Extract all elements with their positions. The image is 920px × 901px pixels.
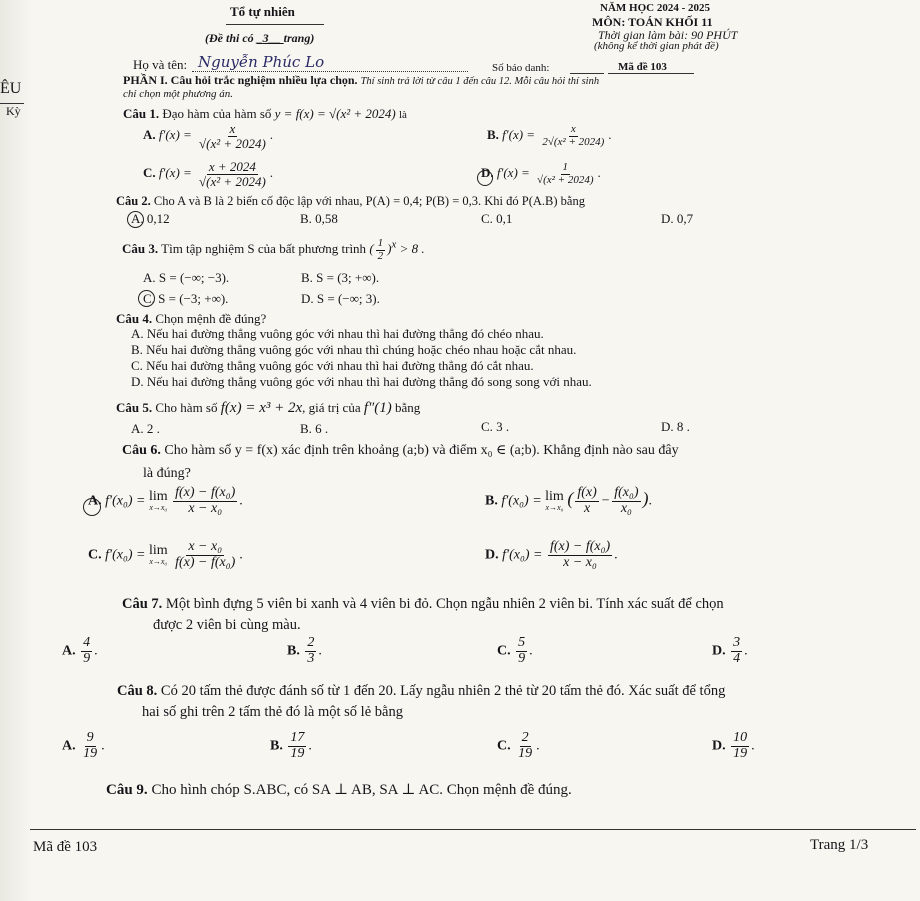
- pages-note: (Đề thi có _3__ trang): [205, 31, 315, 45]
- school-label: Tổ tự nhiên: [230, 4, 295, 19]
- q8-option-a[interactable]: A. $\frac{9}{19}$ .: [62, 730, 105, 761]
- margin-text-2: Kỳ: [6, 104, 21, 118]
- footer-line: [30, 829, 916, 830]
- q6-option-c[interactable]: C. f′(x₀) = lim x→x₀ $\frac{\text{x − x₀}}{\text{f(x) − f(x₀)}}$ .: [88, 539, 243, 570]
- q3-answer-mark: [138, 290, 155, 307]
- q8-option-d[interactable]: D. $\frac{10}{19}$ .: [712, 730, 755, 761]
- q6-stem-cont: là đúng?: [143, 466, 191, 481]
- q5-option-c[interactable]: C. 3 .: [481, 419, 510, 434]
- q3-stem: Câu 3. Tìm tập nghiệm S của bất phương trình ( $\frac{1}{2}$ )$^x$ > 8 .: [122, 237, 425, 262]
- q5-option-d[interactable]: D. 8 .: [661, 419, 690, 434]
- q1-answer-mark: [477, 170, 493, 186]
- footer-page-number: Trang 1/3: [810, 837, 869, 853]
- q7-option-d[interactable]: D. $\frac{3}{4}$ .: [712, 635, 748, 666]
- q5-stem: Câu 5. Cho hàm số f(x) = x³ + 2x, giá trị của f″(1) bằng: [116, 400, 421, 416]
- q5-option-a[interactable]: A. 2 .: [131, 421, 160, 436]
- q3-option-b[interactable]: B. S = (3; +∞).: [301, 270, 380, 285]
- q2-answer-mark: [127, 211, 144, 228]
- q6-option-d[interactable]: D. f′(x₀) = $\frac{\text{f(x) − f(x₀)}}{\text{x − x₀}}$ .: [485, 539, 618, 570]
- exam-time-note: (không kể thời gian phát đề): [594, 40, 719, 52]
- q2-option-d[interactable]: D. 0,7: [661, 211, 694, 226]
- q8-stem-cont: hai số ghi trên 2 tấm thẻ đó là một số lẻ bằng: [142, 704, 403, 720]
- sbd-label: Số báo danh:: [492, 62, 550, 74]
- q8-stem: Câu 8. Có 20 tấm thẻ được đánh số từ 1 đến 20. Lấy ngẫu nhiên 2 thẻ từ 20 tấm thẻ đó. Xác suất để tổng: [117, 683, 726, 699]
- code-line: [608, 73, 694, 74]
- q1-option-d[interactable]: D. f′(x) = $\frac{1}{\text{√(x² + 2024)}}$ .: [481, 161, 601, 186]
- header-underline: [226, 24, 324, 25]
- q4-option-b[interactable]: B. Nếu hai đường thẳng vuông góc với nhau thì chúng hoặc chéo nhau hoặc cắt nhau.: [131, 342, 577, 357]
- margin-line: [0, 103, 24, 104]
- q8-option-b[interactable]: B. $\frac{17}{19}$ .: [270, 730, 312, 761]
- name-handwriting: Nguyễn Phúc Lo: [198, 53, 325, 71]
- q7-option-a[interactable]: A. $\frac{4}{9}$ .: [62, 635, 98, 666]
- exam-time: Thời gian làm bài: 90 PHÚT: [598, 28, 738, 42]
- part1-instruction: chỉ chọn một phương án.: [123, 88, 233, 100]
- q2-stem: Câu 2. Cho A và B là 2 biến cố độc lập với nhau, P(A) = 0,4; P(B) = 0,3. Khi đó P(A.B) bằng: [116, 194, 585, 208]
- q3-option-a[interactable]: A. S = (−∞; −3).: [143, 270, 230, 285]
- q1-stem: Câu 1. Đạo hàm của hàm số y = f(x) = √(x² + 2024) là: [123, 106, 407, 121]
- q3-option-d[interactable]: D. S = (−∞; 3).: [301, 291, 380, 306]
- q3-option-c[interactable]: C. S = (−3; +∞).: [143, 291, 229, 306]
- q5-option-b[interactable]: B. 6 .: [300, 421, 329, 436]
- part1-heading: PHẦN I. Câu hỏi trắc nghiệm nhiều lựa chọn. Thí sinh trả lời từ câu 1 đến câu 12. Mỗi câu hỏi thí sinh: [123, 73, 600, 87]
- q2-option-b[interactable]: B. 0,58: [300, 211, 338, 226]
- q4-option-c[interactable]: C. Nếu hai đường thẳng vuông góc với nhau thì hai đường thẳng đó cắt nhau.: [131, 358, 534, 373]
- footer-exam-code: Mã đề 103: [33, 839, 98, 855]
- name-label: Họ và tên:: [133, 57, 188, 72]
- q4-option-d[interactable]: D. Nếu hai đường thẳng vuông góc với nhau thì hai đường thẳng đó song song với nhau.: [131, 374, 592, 389]
- school-year: NĂM HỌC 2024 - 2025: [600, 2, 710, 14]
- q7-option-b[interactable]: B. $\frac{2}{3}$ .: [287, 635, 322, 666]
- q1-option-a[interactable]: A. f′(x) = $\frac{x}{\text{√(x² + 2024)}}$ .: [143, 121, 274, 151]
- exam-code: Mã đề 103: [618, 61, 667, 73]
- q2-option-a[interactable]: A. 0,12: [131, 211, 170, 226]
- q2-option-c[interactable]: C. 0,1: [481, 211, 513, 226]
- q7-stem-cont: được 2 viên bi cùng màu.: [153, 617, 301, 633]
- q6-stem: Câu 6. Cho hàm số y = f(x) xác định trên khoảng (a;b) và điểm x₀ ∈ (a;b). Khẳng định nào sau đây: [122, 443, 679, 458]
- page-edge-shadow: [0, 0, 32, 901]
- q9-stem: Câu 9. Cho hình chóp S.ABC, có SA ⊥ AB, SA ⊥ AC. Chọn mệnh đề đúng.: [106, 782, 572, 798]
- q4-option-a[interactable]: A. Nếu hai đường thẳng vuông góc với nhau thì hai đường thẳng đó chéo nhau.: [131, 326, 544, 341]
- q4-stem: Câu 4. Chọn mệnh đề đúng?: [116, 311, 267, 326]
- margin-text-1: ÊU: [0, 80, 22, 97]
- q6-option-a[interactable]: A. f′(x₀) = lim x→x₀ $\frac{\text{f(x) − f(x₀)}}{\text{x − x₀}}$ .: [88, 485, 243, 516]
- q6-option-b[interactable]: B. f′(x₀) = lim x→x₀ ( $\frac{f(x)}{x}$ − $\frac{\text{f(x₀)}}{\text{x₀}}$ ).: [485, 485, 653, 516]
- q7-stem: Câu 7. Một bình đựng 5 viên bi xanh và 4 viên bi đỏ. Chọn ngẫu nhiên 2 viên bi. Tính xác suất để chọn: [122, 596, 724, 612]
- exam-subject: MÔN: TOÁN KHỐI 11: [592, 15, 713, 29]
- q8-option-c[interactable]: C. $\frac{2}{19}$ .: [497, 730, 540, 761]
- q1-option-b[interactable]: B. f′(x) = $\frac{x}{\text{2√(x² + 2024)}}$ .: [487, 123, 612, 148]
- q6-answer-mark: [83, 498, 101, 516]
- q1-option-c[interactable]: C. f′(x) = $\frac{x + 2024}{\text{√(x² + 2024)}}$ .: [143, 159, 274, 189]
- q7-option-c[interactable]: C. $\frac{5}{9}$ .: [497, 635, 533, 666]
